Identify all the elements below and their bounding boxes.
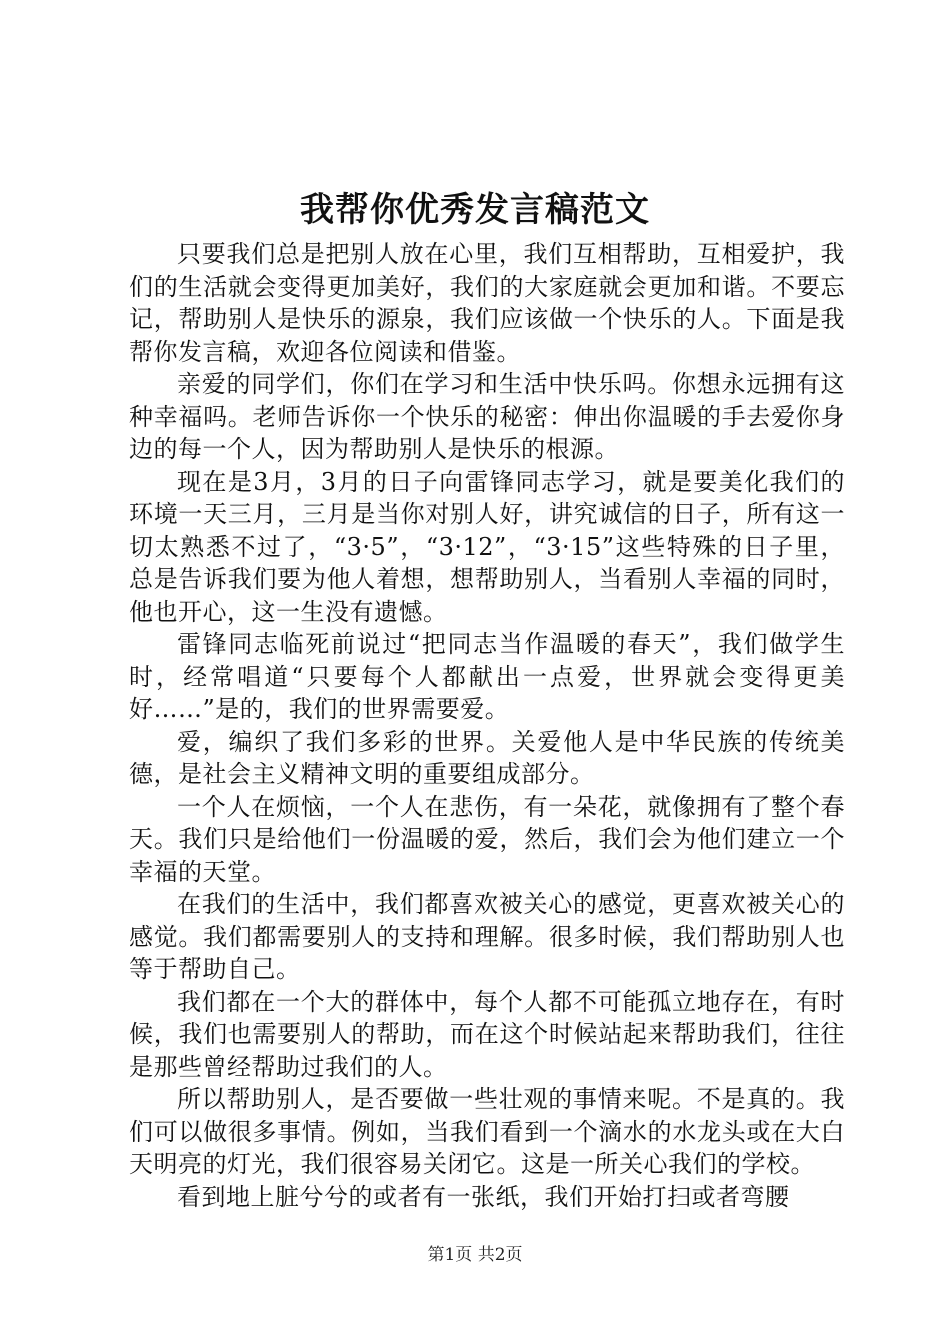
paragraph: 现在是3月，3月的日子向雷锋同志学习，就是要美化我们的环境一天三月，三月是当你对别人好，讲究诚信的日子，所有这一切太熟悉不过了，“3·5”，“3·12”，“3·15”这些特殊的日子里，总是告诉我们要为他人着想，想帮助别人，当看别人幸福的同时，他也开心，这一生没有遗憾。 xyxy=(129,467,845,626)
paragraph: 只要我们总是把别人放在心里，我们互相帮助，互相爱护，我们的生活就会变得更加美好，我们的大家庭就会更加和谐。不要忘记，帮助别人是快乐的源泉，我们应该做一个快乐的人。下面是我帮你发言稿，欢迎各位阅读和借鉴。 xyxy=(129,240,845,366)
document-body xyxy=(129,238,845,1213)
paragraph: 我们都在一个大的群体中，每个人都不可能孤立地存在，有时候，我们也需要别人的帮助，而在这个时候站起来帮助我们，往往是那些曾经帮助过我们的人。 xyxy=(129,987,845,1081)
page-number-footer: 第1页 共2页 xyxy=(427,1245,523,1265)
paragraph: 看到地上脏兮兮的或者有一张纸，我们开始打扫或者弯腰 xyxy=(177,1182,790,1211)
paragraph: 爱，编织了我们多彩的世界。关爱他人是中华民族的传统美德，是社会主义精神文明的重要组成部分。 xyxy=(129,727,845,788)
document-title: 我帮你优秀发言稿范文 xyxy=(300,190,650,230)
paragraph: 在我们的生活中，我们都喜欢被关心的感觉，更喜欢被关心的感觉。我们都需要别人的支持和理解。很多时候，我们帮助别人也等于帮助自己。 xyxy=(129,890,845,983)
paragraph: 所以帮助别人，是否要做一些壮观的事情来呢。不是真的。我们可以做很多事情。例如，当我们看到一个滴水的水龙头或在大白天明亮的灯光，我们很容易关闭它。这是一所关心我们的学校。 xyxy=(129,1085,845,1178)
paragraph: 一个人在烦恼，一个人在悲伤，有一朵花，就像拥有了整个春天。我们只是给他们一份温暖的爱，然后，我们会为他们建立一个幸福的天堂。 xyxy=(129,792,845,886)
paragraph: 雷锋同志临死前说过“把同志当作温暖的春天”，我们做学生时，经常唱道“只要每个人都献出一点爱，世界就会变得更美好……”是的，我们的世界需要爱。 xyxy=(129,630,845,723)
paragraph: 亲爱的同学们，你们在学习和生活中快乐吗。你想永远拥有这种幸福吗。老师告诉你一个快乐的秘密：伸出你温暖的手去爱你身边的每一个人，因为帮助别人是快乐的根源。 xyxy=(129,370,845,463)
